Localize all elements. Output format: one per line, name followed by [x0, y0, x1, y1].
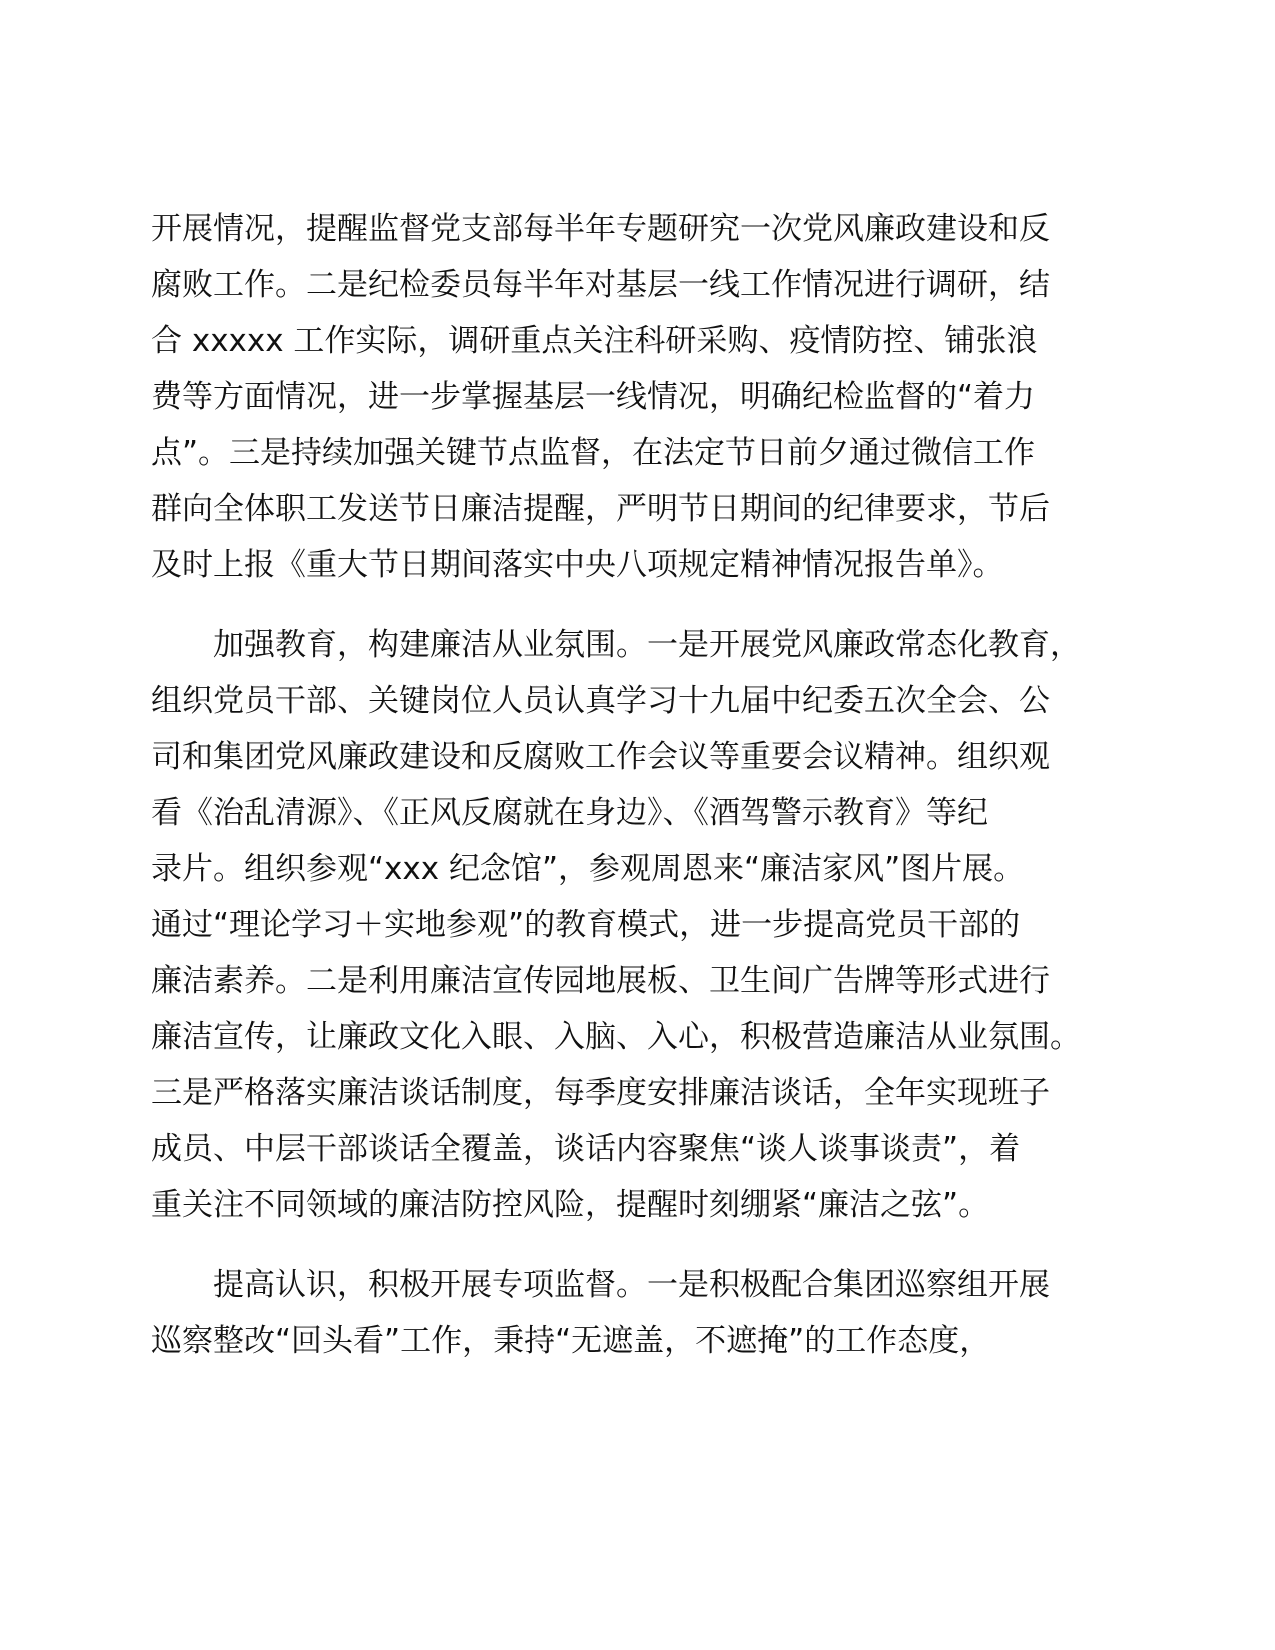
text-line: 廉洁宣传，让廉政文化入眼、入脑、入心，积极营造廉洁从业氛围。 — [151, 1019, 1081, 1055]
text-line: 通过“理论学习＋实地参观”的教育模式，进一步提高党员干部的 — [151, 907, 1021, 943]
text-line: 点”。三是持续加强关键节点监督，在法定节日前夕通过微信工作 — [151, 435, 1036, 471]
document-body — [151, 201, 1136, 1369]
text-line: 腐败工作。二是纪检委员每半年对基层一线工作情况进行调研，结 — [151, 267, 1050, 303]
text-line-first: 提高认识，积极开展专项监督。一是积极配合集团巡察组开展 — [213, 1267, 1050, 1303]
text-line: 合 xxxxx 工作实际，调研重点关注科研采购、疫情防控、铺张浪 — [151, 323, 1038, 359]
paragraph-3 — [151, 1257, 1136, 1369]
text-line: 廉洁素养。二是利用廉洁宣传园地展板、卫生间广告牌等形式进行 — [151, 963, 1050, 999]
text-line: 开展情况，提醒监督党支部每半年专题研究一次党风廉政建设和反 — [151, 211, 1050, 247]
text-line: 组织党员干部、关键岗位人员认真学习十九届中纪委五次全会、公 — [151, 683, 1050, 719]
text-line: 群向全体职工发送节日廉洁提醒，严明节日期间的纪律要求，节后 — [151, 491, 1050, 527]
paragraph-spacer — [151, 1233, 1136, 1257]
text-line: 成员、中层干部谈话全覆盖，谈话内容聚焦“谈人谈事谈责”，着 — [151, 1131, 1021, 1167]
paragraph-2 — [151, 617, 1136, 1233]
text-line: 及时上报《重大节日期间落实中央八项规定精神情况报告单》。 — [151, 547, 1004, 583]
text-line: 三是严格落实廉洁谈话制度，每季度安排廉洁谈话，全年实现班子 — [151, 1075, 1050, 1111]
text-line: 重关注不同领域的廉洁防控风险，提醒时刻绷紧“廉洁之弦”。 — [151, 1187, 990, 1223]
text-line: 费等方面情况，进一步掌握基层一线情况，明确纪检监督的“着力 — [151, 379, 1036, 415]
text-line: 巡察整改“回头看”工作，秉持“无遮盖，不遮掩”的工作态度， — [151, 1323, 991, 1359]
text-line: 看《治乱清源》、《正风反腐就在身边》、《酒驾警示教育》等纪 — [151, 795, 988, 831]
text-line-first: 加强教育，构建廉洁从业氛围。一是开展党风廉政常态化教育， — [213, 627, 1081, 663]
text-line: 司和集团党风廉政建设和反腐败工作会议等重要会议精神。组织观 — [151, 739, 1050, 775]
paragraph-1 — [151, 201, 1136, 593]
text-line: 录片。组织参观“xxx 纪念馆”，参观周恩来“廉洁家风”图片展。 — [151, 851, 1025, 887]
paragraph-spacer — [151, 593, 1136, 617]
